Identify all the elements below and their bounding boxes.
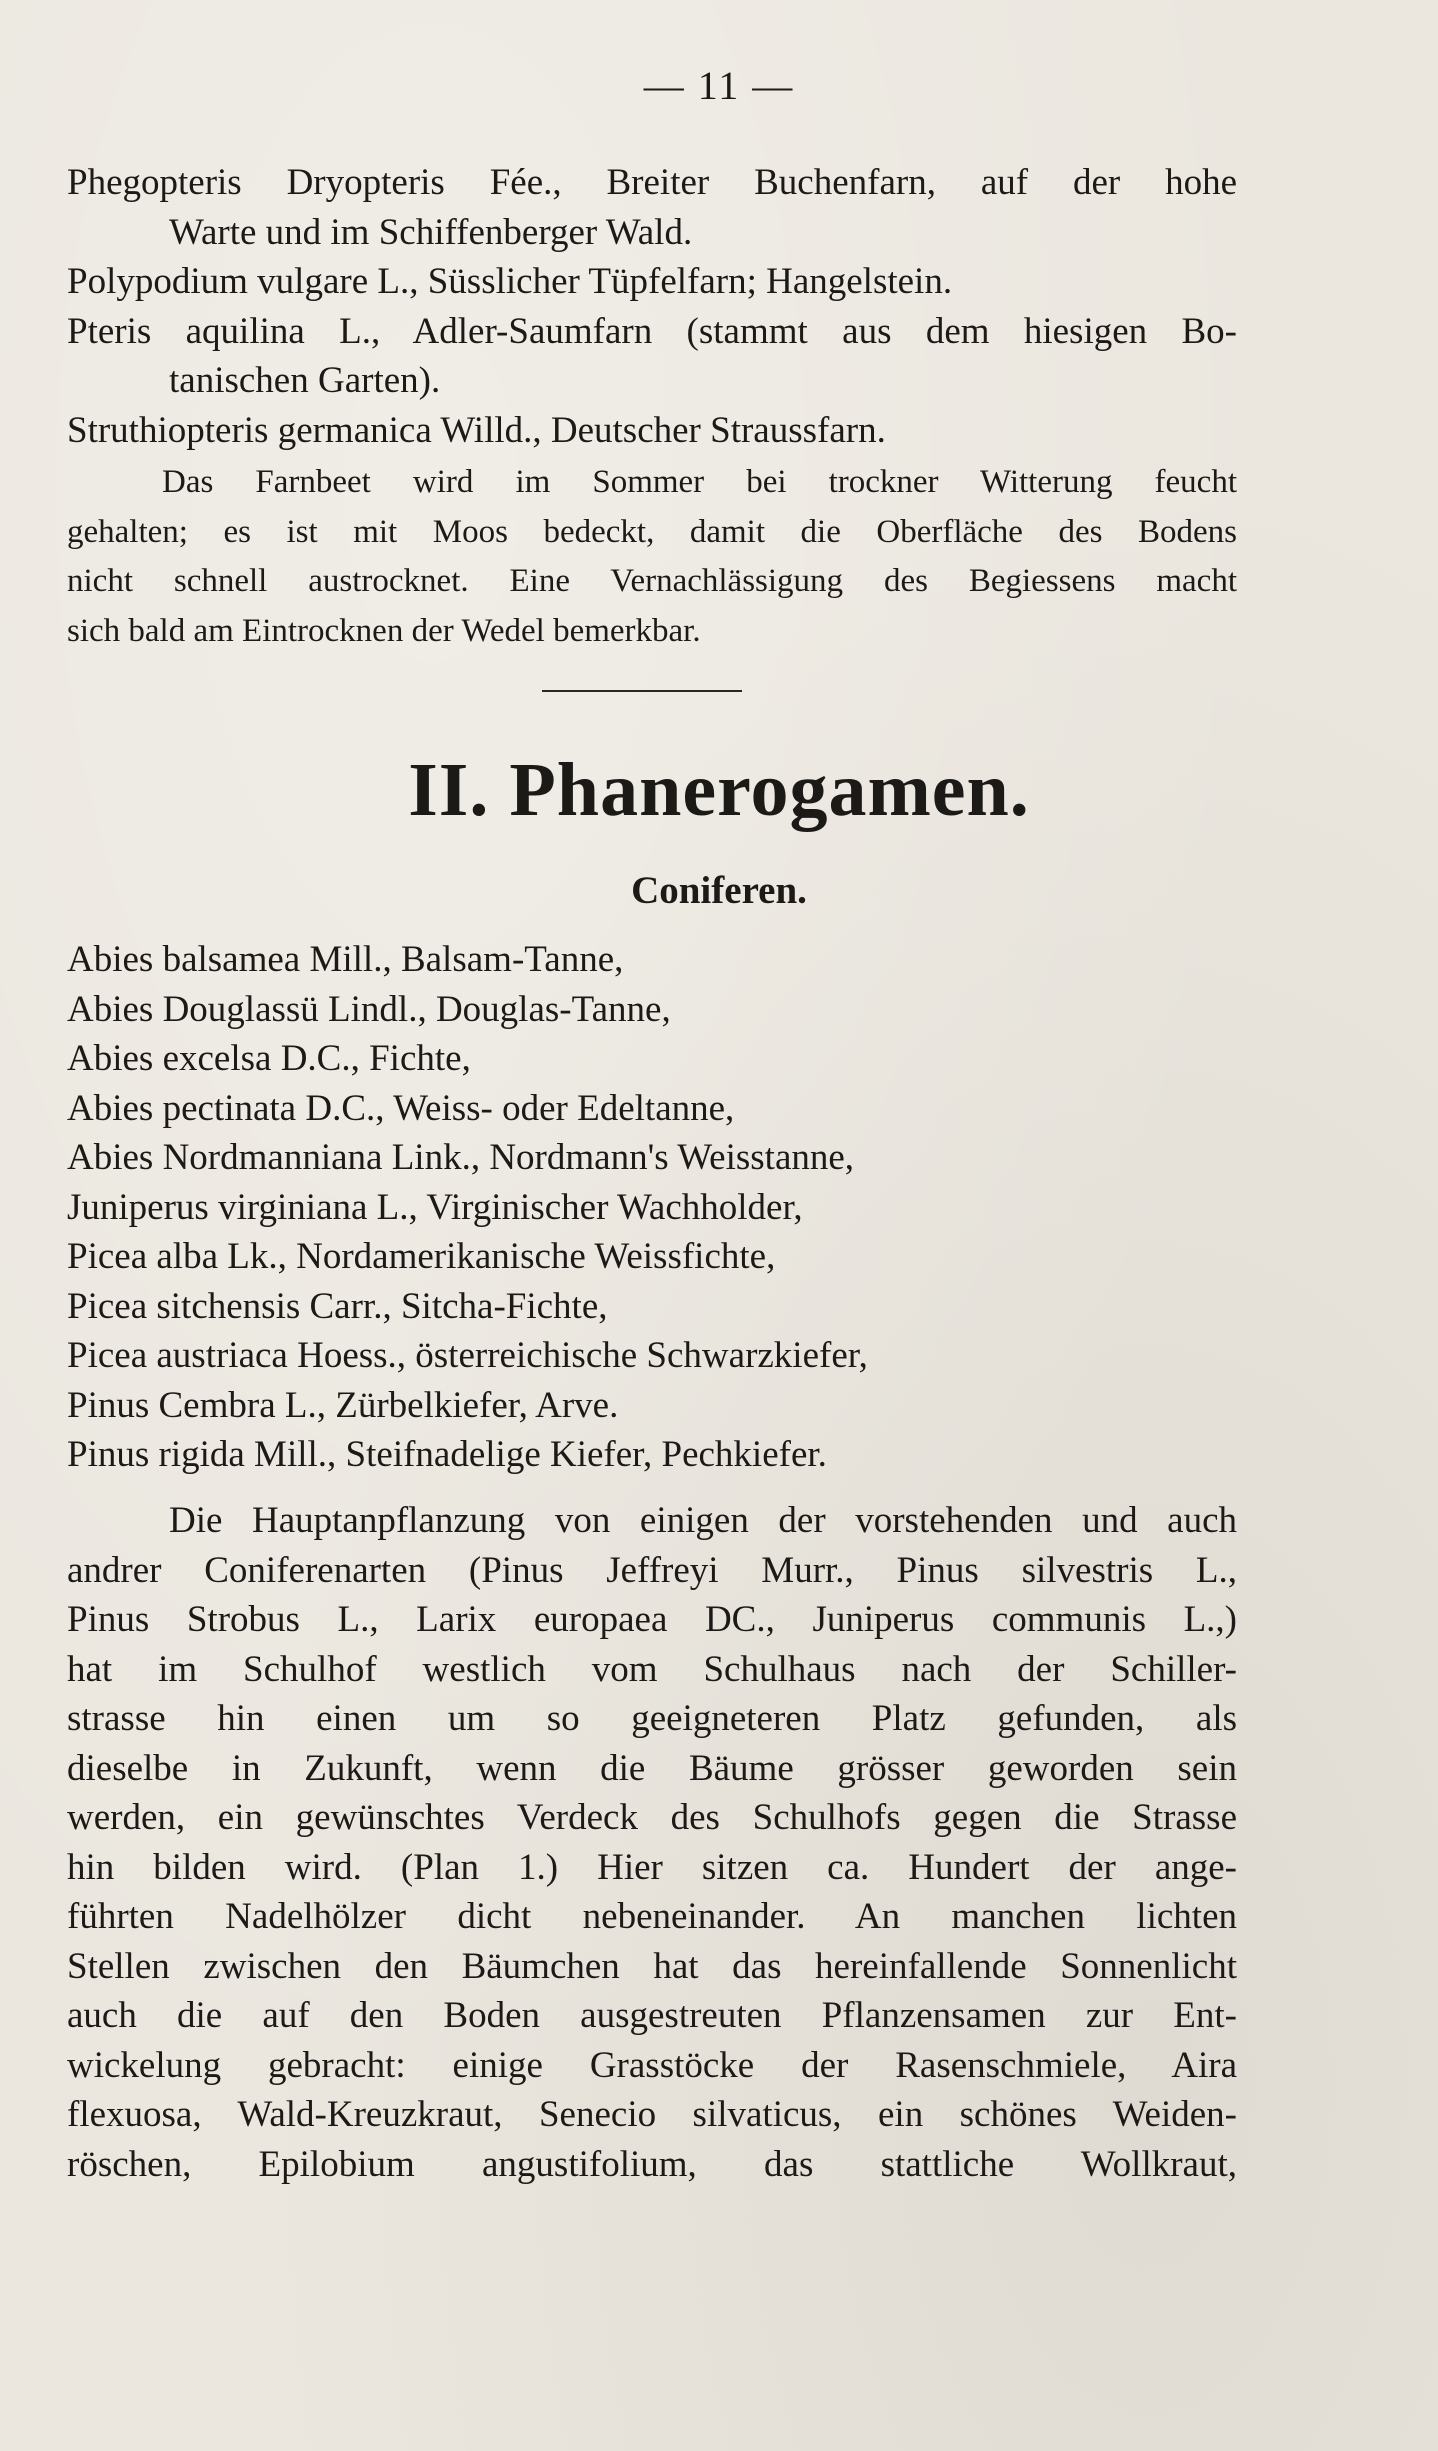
paragraph-line: andrer Coniferenarten (Pinus Jeffreyi Murr., Pinus silvestris L., — [67, 1549, 1237, 1591]
conifer-entry: Abies pectinata D.C., Weiss- oder Edeltanne, — [67, 1087, 735, 1129]
section-divider — [542, 690, 742, 692]
note-line: gehalten; es ist mit Moos bedeckt, damit die Oberfläche des Bodens — [67, 513, 1237, 550]
paragraph-line: Stellen zwischen den Bäumchen hat das hereinfallende Sonnenlicht — [67, 1945, 1237, 1987]
note-line: nicht schnell austrocknet. Eine Vernachlässigung des Begiessens macht — [67, 563, 1237, 599]
paragraph-line: hin bilden wird. (Plan 1.) Hier sitzen ca. Hundert der ange- — [67, 1846, 1237, 1888]
paragraph-line: hat im Schulhof westlich vom Schulhaus nach der Schiller- — [67, 1648, 1237, 1690]
paragraph-line: Pinus Strobus L., Larix europaea DC., Juniperus communis L.,) — [67, 1599, 1237, 1640]
paragraph-line: werden, ein gewünschtes Verdeck des Schulhofs gegen die Strasse — [67, 1797, 1237, 1838]
paragraph-line: strasse hin einen um so geeigneteren Platz gefunden, als — [67, 1698, 1237, 1739]
page-number: — 11 — — [643, 63, 795, 108]
conifer-entry: Pinus Cembra L., Zürbelkiefer, Arve. — [67, 1384, 619, 1426]
conifer-entry: Picea sitchensis Carr., Sitcha-Fichte, — [67, 1285, 608, 1327]
note-line: Das Farnbeet wird im Sommer bei trockner Witterung feucht — [162, 464, 1237, 500]
fern-entry-continuation: tanischen Garten). — [169, 360, 441, 401]
fern-entry: Polypodium vulgare L., Süsslicher Tüpfelfarn; Hangelstein. — [67, 261, 953, 302]
conifer-entry: Abies Nordmanniana Link., Nordmann's Weisstanne, — [67, 1137, 855, 1178]
body-paragraph — [67, 1496, 1237, 2189]
conifer-entry: Picea austriaca Hoess., österreichische Schwarzkiefer, — [67, 1335, 868, 1376]
paragraph-line: Die Hauptanpflanzung von einigen der vorstehenden und auch — [169, 1500, 1237, 1541]
paragraph-line: röschen, Epilobium angustifolium, das stattliche Wollkraut, — [67, 2143, 1237, 2185]
paragraph-line: auch die auf den Boden ausgestreuten Pflanzensamen zur Ent- — [67, 1995, 1237, 2036]
conifer-entry: Abies Douglassü Lindl., Douglas-Tanne, — [67, 988, 671, 1030]
paragraph-line: führten Nadelhölzer dicht nebeneinander. An manchen lichten — [67, 1896, 1237, 1937]
note-line: sich bald am Eintrocknen der Wedel bemerkbar. — [67, 612, 701, 649]
paragraph-line: flexuosa, Wald-Kreuzkraut, Senecio silvaticus, ein schönes Weiden- — [67, 2094, 1237, 2135]
conifer-entry: Abies excelsa D.C., Fichte, — [67, 1038, 471, 1079]
fern-entry: Phegopteris Dryopteris Fée., Breiter Buchenfarn, auf der hohe — [67, 162, 1237, 203]
fern-list — [67, 158, 1237, 455]
paragraph-line: dieselbe in Zukunft, wenn die Bäume grösser geworden sein — [67, 1747, 1237, 1789]
fern-entry-continuation: Warte und im Schiffenberger Wald. — [169, 211, 693, 253]
fern-entry: Pteris aquilina L., Adler-Saumfarn (stammt aus dem hiesigen Bo- — [67, 310, 1237, 352]
paragraph-line: wickelung gebracht: einige Grasstöcke der Rasenschmiele, Aira — [67, 2044, 1237, 2086]
section-title: II. Phanerogamen. — [408, 748, 1030, 832]
section-subtitle: Coniferen. — [631, 869, 807, 912]
conifer-entry: Picea alba Lk., Nordamerikanische Weissfichte, — [67, 1236, 776, 1277]
conifer-entry: Pinus rigida Mill., Steifnadelige Kiefer, Pechkiefer. — [67, 1434, 827, 1475]
conifer-list — [67, 935, 1237, 1480]
fern-bed-note — [67, 458, 1237, 656]
fern-entry: Struthiopteris germanica Willd., Deutscher Straussfarn. — [67, 409, 886, 451]
conifer-entry: Abies balsamea Mill., Balsam-Tanne, — [67, 939, 624, 980]
conifer-entry: Juniperus virginiana L., Virginischer Wachholder, — [67, 1186, 803, 1228]
